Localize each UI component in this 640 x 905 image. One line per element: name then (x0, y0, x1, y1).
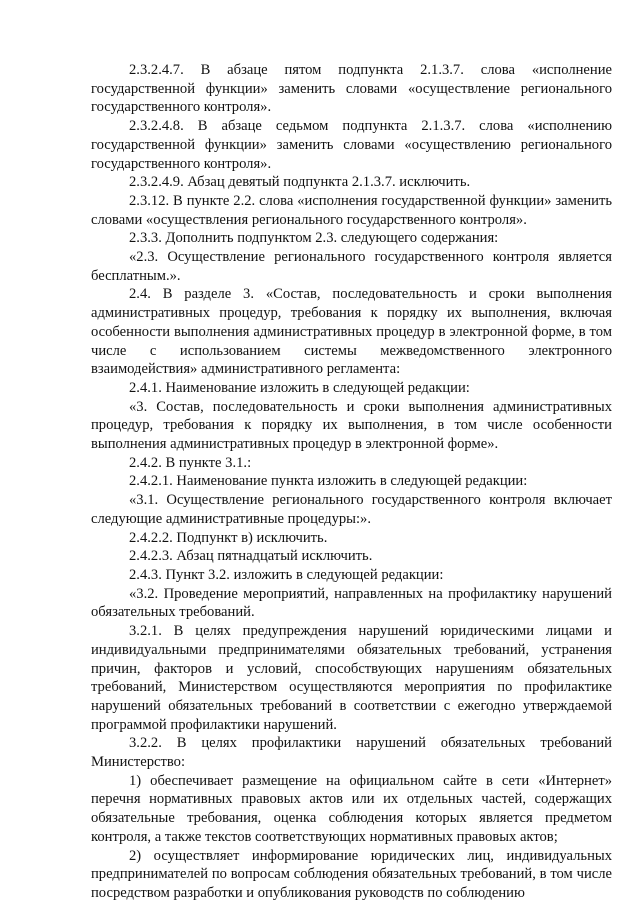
paragraph-2-3-2-4-7: 2.3.2.4.7. В абзаце пятом подпункта 2.1.3.7. слова «исполнение государственной функции» заменить словами «осуществление регионального государственного контроля». (91, 62, 612, 116)
quote-3-2: «3.2. Проведение мероприятий, направленных на профилактику нарушений обязательных требований. (91, 585, 612, 621)
paragraph-2-3-3: 2.3.3. Дополнить подпунктом 2.3. следующего содержания: (129, 230, 499, 247)
paragraph-2-3-2-4-8: 2.3.2.4.8. В абзаце седьмом подпункта 2.1.3.7. слова «исполнению государственной функции» заменить словами «осуществлению регионального государственного контроля». (91, 118, 612, 172)
paragraph-3-2-1: 3.2.1. В целях предупреждения нарушений юридическими лицами и индивидуальными предпринимателями обязательных требований, устранения причин, факторов и условий, способствующих нарушениям обязательных требований, Министерством осуществляются мероприятия по профилактике нарушений обязательных требований в соответствии с ежегодно утверждаемой программой профилактики нарушений. (91, 623, 612, 733)
list-item-1: 1) обеспечивает размещение на официальном сайте в сети «Интернет» перечня нормативных правовых актов или их отдельных частей, содержащих обязательные требования, оценка соблюдения которых является предметом контроля, а также текстов соответствующих нормативных правовых актов; (91, 772, 612, 845)
paragraph-2-4: 2.4. В разделе 3. «Состав, последовательность и сроки выполнения административных процедур, требования к порядку их выполнения, включая особенности выполнения административных процедур в электронной форме, в том числе с использованием системы межведомственного электронного взаимодействия» административного регламента: (91, 286, 612, 378)
paragraph-2-4-3: 2.4.3. Пункт 3.2. изложить в следующей редакции: (129, 566, 444, 583)
quote-3: «3. Состав, последовательность и сроки выполнения административных процедур, требования к порядку их выполнения, в том числе особенности выполнения административных процедур в электронной форме». (91, 398, 612, 453)
quote-3-1: «3.1. Осуществление регионального государственного контроля включает следующие административные процедуры:». (91, 492, 612, 527)
paragraph-2-3-2-4-9: 2.3.2.4.9. Абзац девятый подпункта 2.1.3.7. исключить. (129, 174, 471, 191)
paragraph-2-4-1: 2.4.1. Наименование изложить в следующей редакции: (129, 379, 470, 396)
quote-2-3: «2.3. Осуществление регионального государственного контроля является бесплатным.». (91, 249, 612, 284)
paragraph-2-4-2-2: 2.4.2.2. Подпункт в) исключить. (129, 529, 328, 546)
list-item-2: 2) осуществляет информирование юридических лиц, индивидуальных предпринимателей по вопросам соблюдения обязательных требований, в том числе посредством разработки и опубликования руководств по соблюдению (91, 847, 612, 901)
document-body (91, 61, 612, 903)
paragraph-2-4-2: 2.4.2. В пункте 3.1.: (129, 454, 252, 471)
paragraph-3-2-2: 3.2.2. В целях профилактики нарушений обязательных требований Министерство: (91, 735, 612, 771)
paragraph-2-4-2-1: 2.4.2.1. Наименование пункта изложить в следующей редакции: (129, 473, 528, 490)
paragraph-2-3-12: 2.3.12. В пункте 2.2. слова «исполнения государственной функции» заменить словами «осуществления регионального государственного контроля». (91, 192, 612, 228)
paragraph-2-4-2-3: 2.4.2.3. Абзац пятнадцатый исключить. (129, 548, 373, 565)
